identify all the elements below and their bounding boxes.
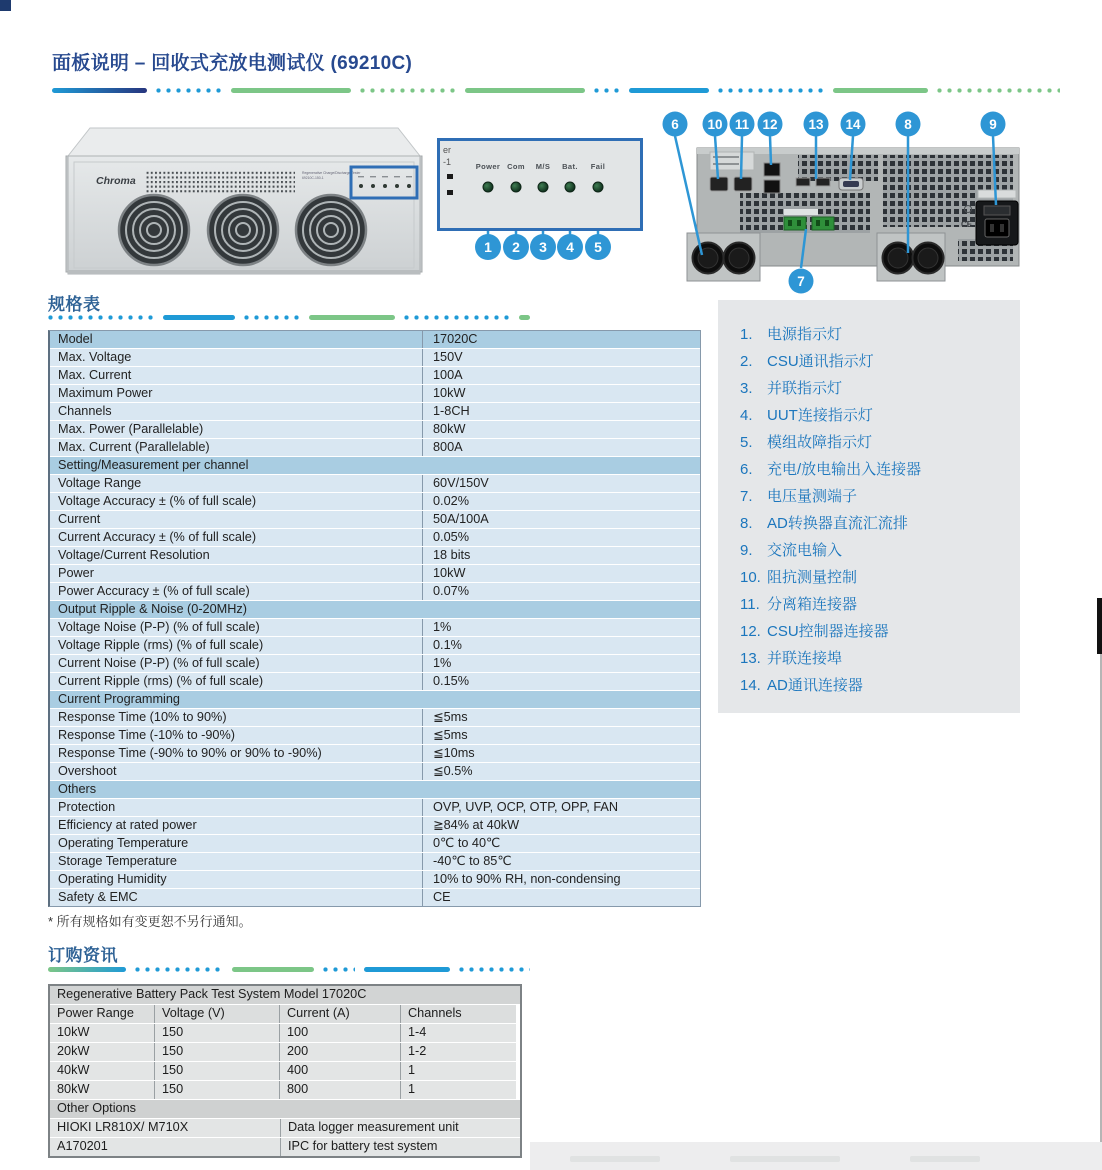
order-title-row xyxy=(50,986,520,1004)
spec-value: 100A xyxy=(422,367,700,384)
spec-label: Voltage Ripple (rms) (% of full scale) xyxy=(50,637,422,654)
spec-label: Max. Voltage xyxy=(50,349,422,366)
legend-item-3 xyxy=(718,375,1020,402)
spec-label: Overshoot xyxy=(50,763,422,780)
order-option-name: A170201 xyxy=(50,1138,280,1156)
spec-value: ≦5ms xyxy=(422,727,700,744)
page-title: 面板说明 – 回收式充放电测试仪 (69210C) xyxy=(52,53,413,74)
svg-text:9: 9 xyxy=(989,117,997,132)
ad-converter-dc-bus xyxy=(877,233,945,281)
spec-value: -40℃ to 85℃ xyxy=(422,853,700,870)
legend-label: 充电/放电输出入连接器 xyxy=(767,461,922,478)
spec-value: OVP, UVP, OCP, OTP, OPP, FAN xyxy=(422,799,700,816)
order-data-row xyxy=(50,1081,520,1099)
order-option-desc: IPC for battery test system xyxy=(280,1138,520,1156)
order-option-name: HIOKI LR810X/ M710X xyxy=(50,1119,280,1137)
callout-12 xyxy=(758,112,783,137)
spec-table-row xyxy=(50,619,700,636)
spec-table-row xyxy=(50,493,700,510)
svg-text:10: 10 xyxy=(707,117,723,132)
order-col-header: Power Range xyxy=(50,1005,154,1023)
spec-table-row xyxy=(50,385,700,402)
legend-item-11 xyxy=(718,591,1020,618)
spec-value: 80kW xyxy=(422,421,700,438)
spec-value: ≦10ms xyxy=(422,745,700,762)
spec-label: Max. Power (Parallelable) xyxy=(50,421,422,438)
order-cell: 200 xyxy=(279,1043,400,1061)
legend-item-7 xyxy=(718,483,1020,510)
spec-label: Power Accuracy ± (% of full scale) xyxy=(50,583,422,600)
spec-value: ≦0.5% xyxy=(422,763,700,780)
legend-label: 电源指示灯 xyxy=(767,326,843,343)
order-divider xyxy=(48,966,530,972)
order-data-row xyxy=(50,1043,520,1061)
callout-10 xyxy=(703,112,728,137)
fan-icon xyxy=(208,195,278,265)
spec-table-row xyxy=(50,709,700,726)
order-cell: 1-2 xyxy=(400,1043,516,1061)
legend-item-12 xyxy=(718,618,1020,645)
led-label-ms: M/S xyxy=(535,162,551,171)
spec-section-label: Others xyxy=(50,781,700,798)
callout-13 xyxy=(804,112,829,137)
order-col-header: Voltage (V) xyxy=(154,1005,279,1023)
spec-value: 10kW xyxy=(422,385,700,402)
legend-label: 并联指示灯 xyxy=(767,380,843,397)
order-option-row xyxy=(50,1138,520,1156)
legend-item-6 xyxy=(718,456,1020,483)
led-fail xyxy=(593,182,604,193)
spec-table xyxy=(48,330,701,907)
spec-table-row xyxy=(50,565,700,582)
legend-number: 11. xyxy=(740,596,760,613)
legend-label: 阻抗测量控制 xyxy=(767,569,858,586)
spec-label: Maximum Power xyxy=(50,385,422,402)
legend-label: 交流电输入 xyxy=(767,542,843,559)
order-table-title: Regenerative Battery Pack Test System Model 17020C xyxy=(50,986,520,1004)
spec-table-row xyxy=(50,745,700,762)
spec-table-row xyxy=(50,853,700,870)
spec-label: Voltage Accuracy ± (% of full scale) xyxy=(50,493,422,510)
legend-number: 2. xyxy=(740,353,753,370)
legend-number: 13. xyxy=(740,650,761,667)
next-section-partial xyxy=(530,1142,1102,1170)
led-bat xyxy=(565,182,576,193)
model-number: 69210C-150-1 xyxy=(302,176,324,180)
spec-value: 1% xyxy=(422,655,700,672)
spec-table-row xyxy=(50,817,700,834)
callout-6 xyxy=(663,112,688,137)
spec-section-row xyxy=(50,601,700,618)
spec-value: 1-8CH xyxy=(422,403,700,420)
legend-number: 14. xyxy=(740,677,761,694)
vent-grid xyxy=(145,170,295,194)
led-indicator-inset xyxy=(437,138,643,268)
legend-label: AD通讯连接器 xyxy=(767,677,863,694)
spec-table-row xyxy=(50,727,700,744)
spec-value: 0.1% xyxy=(422,637,700,654)
led-label-fail: Fail xyxy=(590,162,606,171)
spec-table-row xyxy=(50,367,700,384)
order-cell: 400 xyxy=(279,1062,400,1080)
spec-label: Safety & EMC xyxy=(50,889,422,906)
legend-item-2 xyxy=(718,348,1020,375)
order-cell: 100 xyxy=(279,1024,400,1042)
order-col-header: Current (A) xyxy=(279,1005,400,1023)
spec-label: Voltage Noise (P-P) (% of full scale) xyxy=(50,619,422,636)
legend-number: 7. xyxy=(740,488,753,505)
spec-table-row xyxy=(50,871,700,888)
order-cell: 150 xyxy=(154,1024,279,1042)
spec-label: Current Ripple (rms) (% of full scale) xyxy=(50,673,422,690)
panel-mark xyxy=(447,174,453,179)
spec-label: Max. Current (Parallelable) xyxy=(50,439,422,456)
spec-label: Protection xyxy=(50,799,422,816)
spec-label: Response Time (-10% to -90%) xyxy=(50,727,422,744)
spec-section-label: Current Programming xyxy=(50,691,700,708)
callout-14 xyxy=(841,112,866,137)
led-ms xyxy=(538,182,549,193)
callout-3: 3 xyxy=(530,234,556,260)
legend-item-1 xyxy=(718,321,1020,348)
callout-1: 1 xyxy=(475,234,501,260)
spec-footnote: * 所有规格如有变更恕不另行通知。 xyxy=(48,914,252,929)
spec-value: 18 bits xyxy=(422,547,700,564)
legend-item-5 xyxy=(718,429,1020,456)
spec-value: 60V/150V xyxy=(422,475,700,492)
legend-item-13 xyxy=(718,645,1020,672)
spec-section-label: Setting/Measurement per channel xyxy=(50,457,700,474)
spec-value: 150V xyxy=(422,349,700,366)
svg-text:6: 6 xyxy=(671,117,679,132)
order-options-header-row xyxy=(50,1100,520,1118)
callout-2: 2 xyxy=(503,234,529,260)
led-com xyxy=(511,182,522,193)
spec-label: Operating Humidity xyxy=(50,871,422,888)
legend-label: CSU通讯指示灯 xyxy=(767,353,874,370)
order-cell: 20kW xyxy=(50,1043,154,1061)
legend-label: 并联连接埠 xyxy=(767,650,843,667)
spec-value: CE xyxy=(422,889,700,906)
spec-value: 0℃ to 40℃ xyxy=(422,835,700,852)
vent-grid xyxy=(798,155,878,181)
legend-label: AD转换器直流汇流排 xyxy=(767,515,908,532)
front-panel-photo xyxy=(50,112,438,290)
order-header-row xyxy=(50,1005,520,1023)
spec-value: 0.05% xyxy=(422,529,700,546)
legend-number: 6. xyxy=(740,461,753,478)
spec-divider xyxy=(48,314,530,320)
spec-label: Max. Current xyxy=(50,367,422,384)
chassis-top xyxy=(68,128,420,156)
partial-text: -1 xyxy=(443,157,452,167)
legend-label: 电压量测端子 xyxy=(767,488,858,505)
spec-table-row xyxy=(50,655,700,672)
panel-legend xyxy=(718,300,1020,713)
svg-text:14: 14 xyxy=(845,117,861,132)
order-table xyxy=(48,984,522,1158)
spec-section-row xyxy=(50,781,700,798)
order-cell: 150 xyxy=(154,1062,279,1080)
spec-value: ≦5ms xyxy=(422,709,700,726)
callout-4: 4 xyxy=(557,234,583,260)
legend-item-8 xyxy=(718,510,1020,537)
svg-text:7: 7 xyxy=(797,274,805,289)
order-cell: 1 xyxy=(400,1062,516,1080)
led-label-power: Power xyxy=(475,162,501,171)
fan-icon xyxy=(119,195,189,265)
callout-11 xyxy=(730,112,755,137)
spec-value: 10kW xyxy=(422,565,700,582)
spec-section-label: Output Ripple & Noise (0-20MHz) xyxy=(50,601,700,618)
svg-text:12: 12 xyxy=(762,117,778,132)
spec-table-row xyxy=(50,763,700,780)
spec-value: 0.07% xyxy=(422,583,700,600)
rear-panel-photo xyxy=(658,105,1102,297)
panel-mark xyxy=(447,190,453,195)
legend-number: 10. xyxy=(740,569,761,586)
spec-label: Current Noise (P-P) (% of full scale) xyxy=(50,655,422,672)
led-label-com: Com xyxy=(507,162,525,171)
spec-table-row xyxy=(50,331,700,348)
spec-value: 50A/100A xyxy=(422,511,700,528)
spec-table-row xyxy=(50,511,700,528)
separate-box-connector xyxy=(734,177,752,191)
order-cell: 40kW xyxy=(50,1062,154,1080)
order-cell: 150 xyxy=(154,1043,279,1061)
order-cell: 1-4 xyxy=(400,1024,516,1042)
spec-table-row xyxy=(50,529,700,546)
spec-table-row xyxy=(50,637,700,654)
order-option-desc: Data logger measurement unit xyxy=(280,1119,520,1137)
order-col-header: Channels xyxy=(400,1005,516,1023)
order-option-row xyxy=(50,1119,520,1137)
legend-item-14 xyxy=(718,672,1020,699)
order-data-row xyxy=(50,1062,520,1080)
legend-label: UUT连接指示灯 xyxy=(767,407,873,424)
svg-text:13: 13 xyxy=(808,117,824,132)
spec-table-row xyxy=(50,547,700,564)
spec-section-row xyxy=(50,691,700,708)
spec-value: 1% xyxy=(422,619,700,636)
legend-label: 模组故障指示灯 xyxy=(767,434,873,451)
order-cell: 80kW xyxy=(50,1081,154,1099)
spec-value: 17020C xyxy=(422,331,700,348)
spec-label: Current xyxy=(50,511,422,528)
led-power xyxy=(483,182,494,193)
spec-label: Channels xyxy=(50,403,422,420)
ce-mark: CE xyxy=(961,220,973,229)
spec-label: Efficiency at rated power xyxy=(50,817,422,834)
svg-text:11: 11 xyxy=(734,117,750,132)
spec-table-row xyxy=(50,403,700,420)
legend-number: 1. xyxy=(740,326,753,343)
chassis-shadow xyxy=(68,270,420,274)
spec-table-row xyxy=(50,673,700,690)
spec-table-row xyxy=(50,835,700,852)
order-cell: 800 xyxy=(279,1081,400,1099)
order-heading: 订购资讯 xyxy=(48,946,118,965)
order-cell: 10kW xyxy=(50,1024,154,1042)
spec-label: Current Accuracy ± (% of full scale) xyxy=(50,529,422,546)
spec-label: Operating Temperature xyxy=(50,835,422,852)
legend-item-4 xyxy=(718,402,1020,429)
page-edge-tab xyxy=(1097,598,1102,654)
legend-number: 4. xyxy=(740,407,753,424)
spec-label: Response Time (10% to 90%) xyxy=(50,709,422,726)
order-data-row xyxy=(50,1024,520,1042)
callout-9 xyxy=(981,112,1006,137)
spec-value: 0.02% xyxy=(422,493,700,510)
legend-number: 9. xyxy=(740,542,753,559)
page-corner-mark xyxy=(0,0,11,11)
legend-number: 3. xyxy=(740,380,753,397)
brand-logo: Chroma xyxy=(96,175,136,187)
spec-table-row xyxy=(50,349,700,366)
spec-label: Response Time (-90% to 90% or 90% to -90%) xyxy=(50,745,422,762)
legend-number: 5. xyxy=(740,434,753,451)
svg-text:8: 8 xyxy=(904,117,912,132)
led-label-bat: Bat. xyxy=(562,162,578,171)
led-inset-photo xyxy=(437,138,643,231)
spec-label: Voltage/Current Resolution xyxy=(50,547,422,564)
spec-table-row xyxy=(50,421,700,438)
order-cell: 150 xyxy=(154,1081,279,1099)
order-cell: 1 xyxy=(400,1081,516,1099)
spec-value: ≧84% at 40kW xyxy=(422,817,700,834)
model-text: Regenerative Charge/Discharge Tester xyxy=(302,171,361,175)
spec-table-row xyxy=(50,799,700,816)
order-options-header: Other Options xyxy=(50,1100,520,1118)
spec-label: Power xyxy=(50,565,422,582)
partial-text: er xyxy=(443,145,452,155)
callout-8 xyxy=(896,112,921,137)
legend-item-10 xyxy=(718,564,1020,591)
impedance-control-connector xyxy=(710,177,728,191)
spec-section-row xyxy=(50,457,700,474)
spec-label: Voltage Range xyxy=(50,475,422,492)
fan-icon xyxy=(296,195,366,265)
spec-heading: 规格表 xyxy=(48,295,101,314)
title-divider xyxy=(52,87,1060,93)
spec-value: 800A xyxy=(422,439,700,456)
callout-5: 5 xyxy=(585,234,611,260)
legend-number: 8. xyxy=(740,515,753,532)
spec-table-row xyxy=(50,475,700,492)
legend-number: 12. xyxy=(740,623,761,640)
spec-table-row xyxy=(50,889,700,906)
spec-label: Model xyxy=(50,331,422,348)
spec-value: 10% to 90% RH, non-condensing xyxy=(422,871,700,888)
spec-value: 0.15% xyxy=(422,673,700,690)
spec-table-row xyxy=(50,583,700,600)
legend-item-9 xyxy=(718,537,1020,564)
callout-7 xyxy=(789,269,814,294)
ac-inlet xyxy=(976,190,1018,245)
spec-table-row xyxy=(50,439,700,456)
spec-label: Storage Temperature xyxy=(50,853,422,870)
legend-label: CSU控制器连接器 xyxy=(767,623,889,640)
legend-label: 分离箱连接器 xyxy=(767,596,858,613)
